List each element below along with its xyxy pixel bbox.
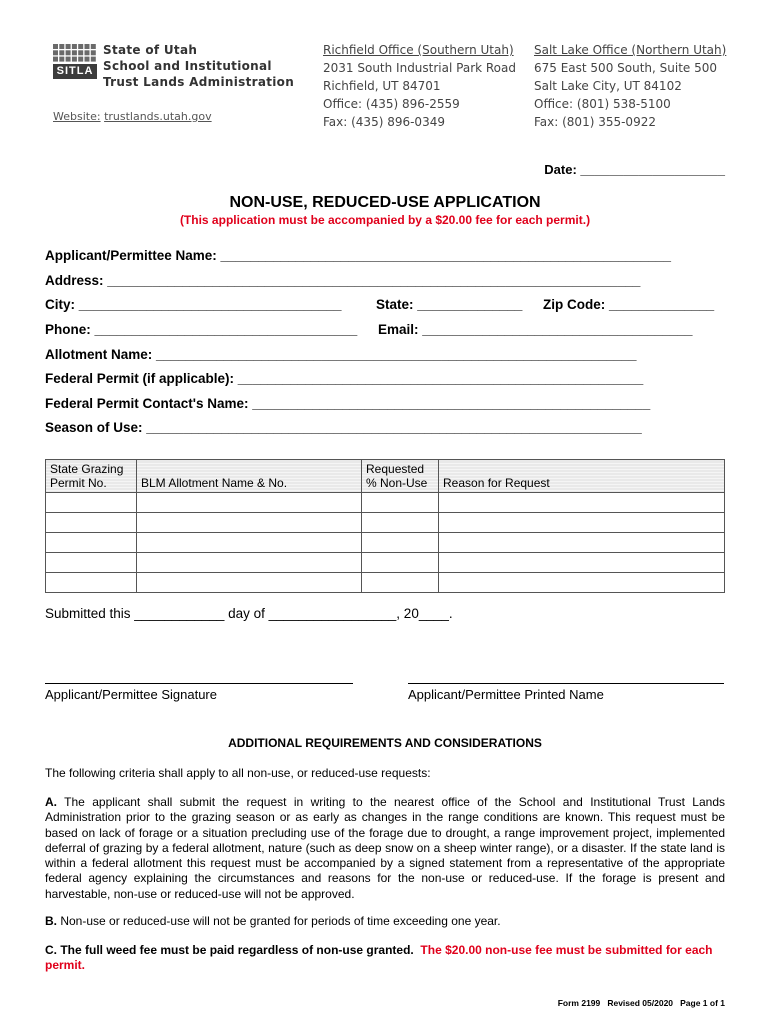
table-cell[interactable] [362, 533, 439, 553]
applicant-name-field[interactable]: Applicant/Permittee Name: ____________________________________________________________ [45, 248, 672, 263]
zip-field[interactable]: Zip Code: ______________ [543, 297, 715, 312]
office-city: Salt Lake City, UT 84102 [534, 79, 682, 93]
table-cell[interactable] [137, 493, 362, 513]
table-row [46, 553, 725, 573]
form-footer: Form 2199 Revised 05/2020 Page 1 of 1 [557, 998, 725, 1008]
table-cell[interactable] [362, 513, 439, 533]
col-header-requested-nonuse: Requested % Non-Use [362, 460, 439, 493]
office-street: 2031 South Industrial Park Road [323, 61, 516, 75]
org-line-1: State of Utah [103, 43, 198, 57]
table-header-row [46, 460, 725, 493]
table-row [46, 493, 725, 513]
table-cell[interactable] [137, 553, 362, 573]
requirement-b [45, 914, 725, 929]
table-cell[interactable] [137, 513, 362, 533]
requirement-b-text: Non-use or reduced-use will not be granted for periods of time exceeding one year. [60, 914, 501, 928]
table-row [46, 513, 725, 533]
table-cell[interactable] [46, 493, 137, 513]
requirement-a-label: A. [45, 795, 57, 809]
season-of-use-field[interactable]: Season of Use: __________________________________________________________________ [45, 420, 642, 435]
table-cell[interactable] [137, 573, 362, 593]
office-title: Richfield Office (Southern Utah) [323, 43, 514, 57]
office-phone: Office: (435) 896-2559 [323, 97, 460, 111]
table-cell[interactable] [439, 533, 725, 553]
office-fax: Fax: (801) 355-0922 [534, 115, 656, 129]
permit-table [45, 459, 725, 593]
table-cell[interactable] [362, 573, 439, 593]
table-cell[interactable] [46, 573, 137, 593]
col-header-reason: Reason for Request [439, 460, 725, 493]
requirement-c-text: The full weed fee must be paid regardless of non-use granted. [60, 943, 414, 957]
office-salt-lake [534, 41, 726, 131]
office-phone: Office: (801) 538-5100 [534, 97, 671, 111]
city-field[interactable]: City: ___________________________________ [45, 297, 342, 312]
office-title: Salt Lake Office (Northern Utah) [534, 43, 727, 57]
page-title: NON-USE, REDUCED-USE APPLICATION [229, 194, 541, 211]
col-header-permit-no: State Grazing Permit No. [46, 460, 137, 493]
org-line-2: School and Institutional [103, 59, 272, 73]
table-cell[interactable] [46, 533, 137, 553]
address-field[interactable]: Address: _______________________________________________________________________ [45, 273, 641, 288]
table-cell[interactable] [362, 553, 439, 573]
submitted-line[interactable]: Submitted this ____________ day of _________________, 20____. [45, 606, 453, 621]
signature-label: Applicant/Permittee Signature [45, 687, 217, 702]
table-cell[interactable] [46, 553, 137, 573]
requirements-heading: ADDITIONAL REQUIREMENTS AND CONSIDERATIONS [228, 736, 542, 750]
requirement-a [45, 795, 725, 902]
table-row [46, 533, 725, 553]
office-fax: Fax: (435) 896-0349 [323, 115, 445, 129]
table-cell[interactable] [362, 493, 439, 513]
state-field[interactable]: State: ______________ [376, 297, 523, 312]
phone-field[interactable]: Phone: ___________________________________ [45, 322, 358, 337]
requirement-c [45, 943, 725, 974]
table-cell[interactable] [439, 553, 725, 573]
signature-line[interactable] [45, 683, 353, 684]
printed-name-label: Applicant/Permittee Printed Name [408, 687, 604, 702]
email-field[interactable]: Email: ____________________________________ [378, 322, 693, 337]
table-row [46, 573, 725, 593]
table-cell[interactable] [46, 513, 137, 533]
federal-permit-field[interactable]: Federal Permit (if applicable): ______________________________________________________ [45, 371, 644, 386]
office-street: 675 East 500 South, Suite 500 [534, 61, 718, 75]
table-cell[interactable] [137, 533, 362, 553]
org-line-3: Trust Lands Administration [103, 75, 295, 89]
requirement-c-label: C. [45, 943, 57, 957]
website-label: Website: [53, 110, 101, 123]
printed-name-line[interactable] [408, 683, 724, 684]
fee-notice: (This application must be accompanied by a $20.00 fee for each permit.) [179, 213, 591, 227]
date-field[interactable]: Date: ____________________ [544, 162, 725, 177]
logo-text: SITLA [53, 64, 97, 79]
office-richfield [323, 41, 516, 131]
col-header-blm-allotment: BLM Allotment Name & No. [137, 460, 362, 493]
requirement-a-text: The applicant shall submit the request in writing to the nearest office of the School and Institutional Trust Lands Administration prior to the grazing season or as early as changes in the range conditions are known. This request must be based on lack of forage or a situation precluding use of the forage due to drought, a range improvement project, implemented deferral of grazing by a federal allotment, nature (such as deep snow on a sheep winter range), or a disaster. If the state land is within a federal allotment this request must be accompanied by a signed statement from a representative of the appropriate federal agency explaining the circumstances and reasons for the non-use or reduced-use. If the forage is present and harvestable, non-use or reduced-use will not be approved. [45, 795, 726, 901]
allotment-name-field[interactable]: Allotment Name: ________________________________________________________________ [45, 347, 637, 362]
website [53, 110, 212, 123]
table-cell[interactable] [439, 493, 725, 513]
table-cell[interactable] [439, 573, 725, 593]
website-link[interactable]: trustlands.utah.gov [104, 110, 212, 123]
requirements-intro: The following criteria shall apply to all non-use, or reduced-use requests: [45, 766, 431, 780]
requirement-c-fee-text: The $20.00 non-use fee must be submitted for each permit. [45, 943, 713, 973]
requirement-b-label: B. [45, 914, 57, 928]
federal-contact-field[interactable]: Federal Permit Contact's Name: _____________________________________________________ [45, 396, 651, 411]
table-cell[interactable] [439, 513, 725, 533]
office-city: Richfield, UT 84701 [323, 79, 441, 93]
